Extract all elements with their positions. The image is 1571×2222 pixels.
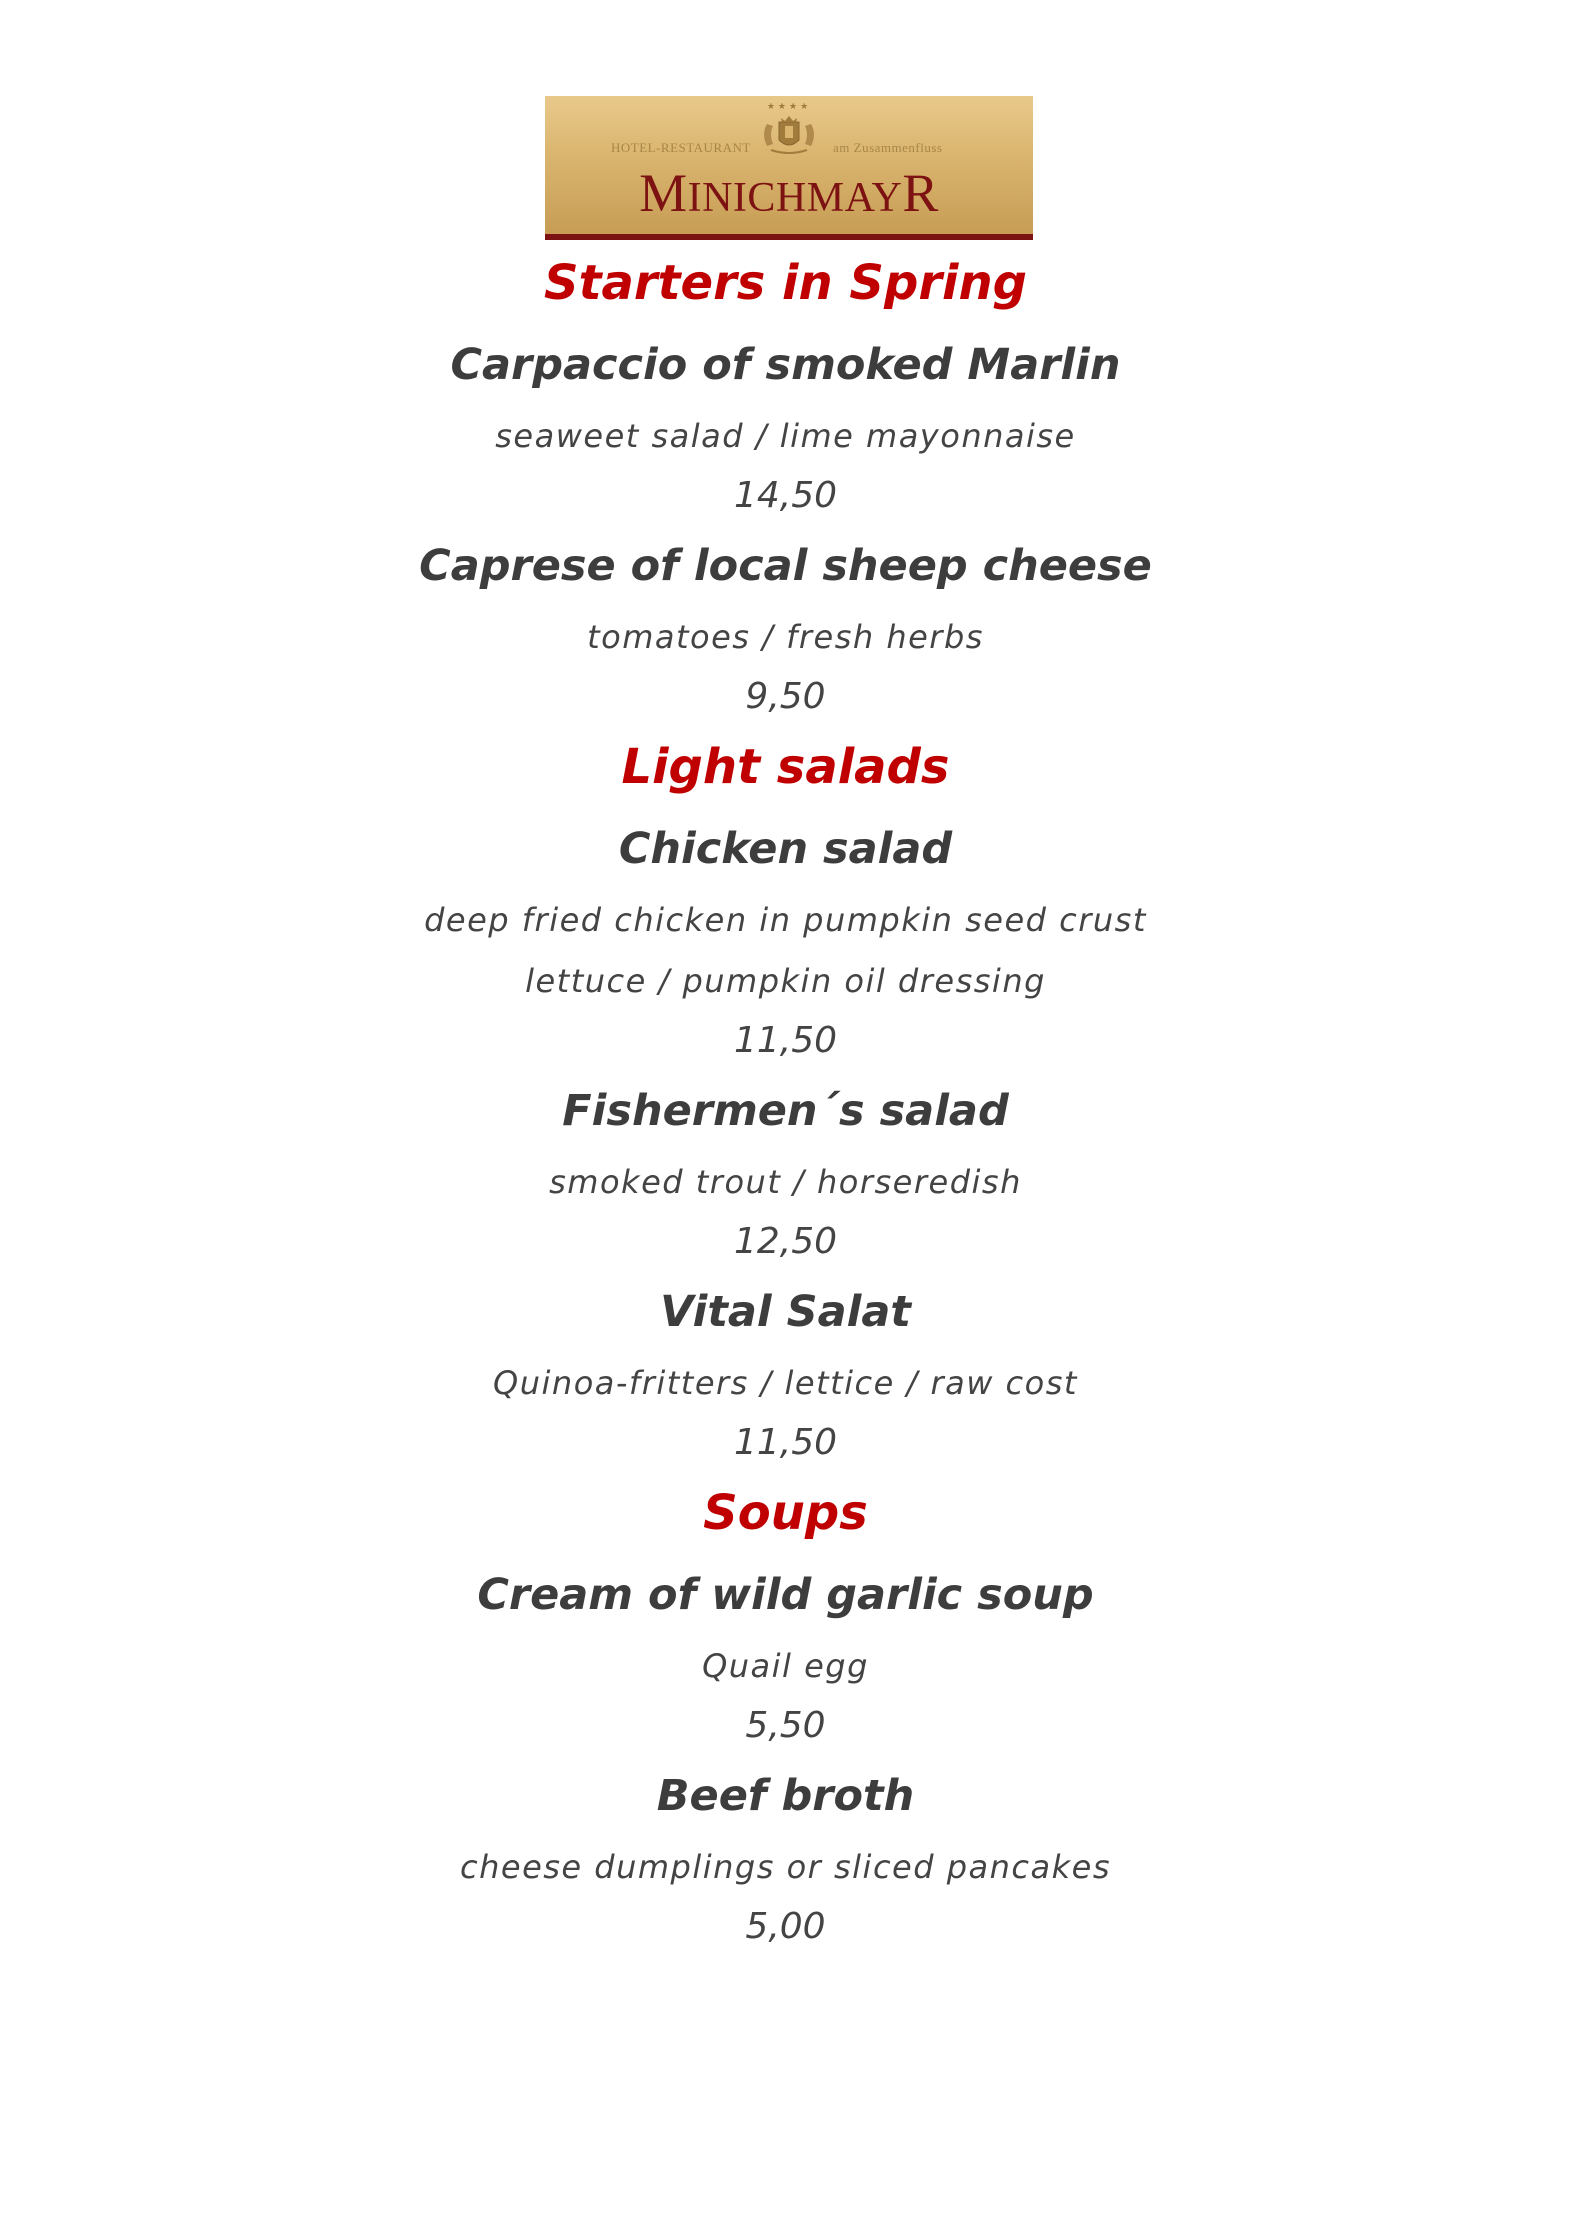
menu-item-name: Fishermen´s salad xyxy=(562,1086,1009,1136)
menu-item-price: 14,50 xyxy=(733,475,838,516)
menu-item-description: smoked trout / horseredish xyxy=(549,1163,1022,1201)
menu-item-description: Quinoa-fritters / lettice / raw cost xyxy=(493,1364,1078,1402)
menu-item-name: Beef broth xyxy=(656,1771,915,1821)
logo-name-middle: INICHMAY xyxy=(687,175,903,221)
menu-item-name: Chicken salad xyxy=(618,824,953,874)
crest-icon xyxy=(759,114,819,156)
menu xyxy=(0,242,1571,1956)
menu-item-description: seaweet salad / lime mayonnaise xyxy=(495,417,1076,455)
menu-item-description: deep fried chicken in pumpkin seed crust xyxy=(424,901,1147,939)
section-title: Soups xyxy=(703,1485,868,1541)
menu-item-description: Quail egg xyxy=(702,1647,869,1685)
logo-right-text: am Zusammenfluss xyxy=(833,140,943,155)
logo-name-last: R xyxy=(902,163,939,223)
menu-item-price: 12,50 xyxy=(733,1221,838,1262)
restaurant-logo xyxy=(545,96,1033,240)
menu-item-name: Cream of wild garlic soup xyxy=(477,1570,1094,1620)
logo-name-first: M xyxy=(639,163,688,223)
menu-item-description: lettuce / pumpkin oil dressing xyxy=(525,962,1046,1000)
menu-item-description: tomatoes / fresh herbs xyxy=(587,618,984,656)
logo-stars: ★★★★ xyxy=(766,102,812,112)
menu-item-price: 9,50 xyxy=(745,676,826,717)
menu-item-name: Caprese of local sheep cheese xyxy=(419,541,1152,591)
menu-item-name: Vital Salat xyxy=(660,1287,911,1337)
menu-item-price: 11,50 xyxy=(733,1020,838,1061)
logo-name xyxy=(545,162,1033,224)
menu-item-description: cheese dumplings or sliced pancakes xyxy=(460,1848,1111,1886)
menu-item-price: 5,00 xyxy=(745,1906,826,1947)
menu-item-name: Carpaccio of smoked Marlin xyxy=(450,340,1121,390)
section-title: Starters in Spring xyxy=(544,255,1027,311)
logo-left-text: HOTEL-RESTAURANT xyxy=(611,140,751,155)
menu-item-price: 5,50 xyxy=(745,1705,826,1746)
menu-item-price: 11,50 xyxy=(733,1422,838,1463)
section-title: Light salads xyxy=(621,739,950,795)
